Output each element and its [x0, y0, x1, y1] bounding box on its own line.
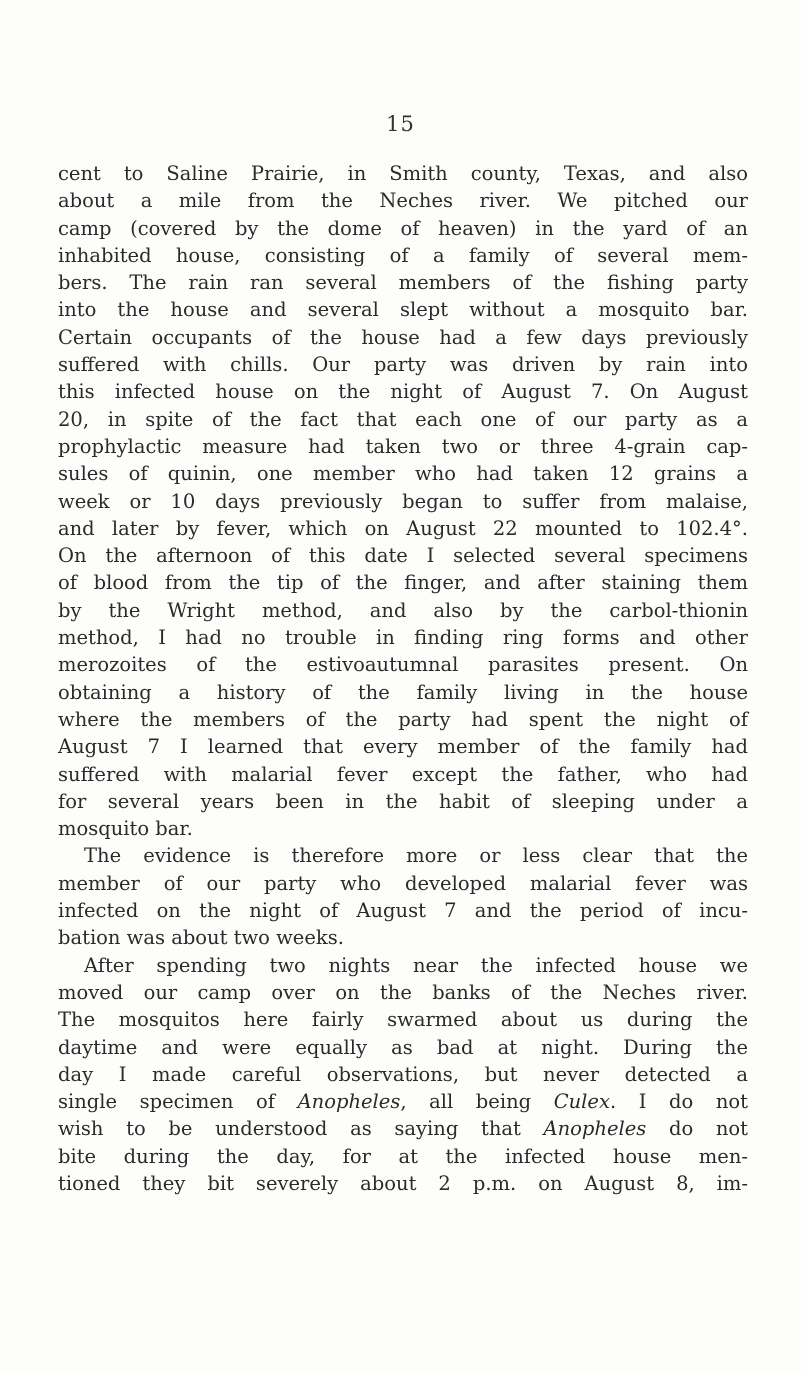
text-line: August 7 I learned that every member of the family had — [58, 735, 748, 759]
text-line: On the afternoon of this date I selected several specimens — [58, 544, 748, 568]
text-line: inhabited house, consisting of a family of several mem- — [58, 243, 748, 267]
text-line: obtaining a history of the family living in the house — [58, 680, 748, 704]
text-line: sules of quinin, one member who had taken 12 grains a — [58, 462, 748, 486]
text-line: day I made careful observations, but never detected a — [58, 1062, 748, 1086]
text-line: infected on the night of August 7 and the period of incu- — [58, 899, 748, 923]
text-segment: single specimen of — [58, 1090, 298, 1114]
body-text — [58, 160, 748, 1197]
text-line: bation was about two weeks. — [58, 926, 344, 950]
text-line: bers. The rain ran several members of the fishing party — [58, 271, 748, 295]
text-line: about a mile from the Neches river. We pitched our — [58, 189, 748, 213]
text-segment: , all being — [400, 1090, 554, 1114]
text-line: into the house and several slept without a mosquito bar. — [58, 298, 748, 322]
text-line: tioned they bit severely about 2 p.m. on August 8, im- — [58, 1171, 748, 1195]
text-line: The mosquitos here fairly swarmed about us during the — [58, 1008, 748, 1032]
text-line: and later by fever, which on August 22 mounted to 102.4°. — [58, 516, 748, 540]
text-line — [58, 1088, 748, 1115]
text-line: mosquito bar. — [58, 817, 193, 841]
text-line: week or 10 days previously began to suffer from malaise, — [58, 489, 748, 513]
text-line: bite during the day, for at the infected house men- — [58, 1144, 748, 1168]
text-line: Certain occupants of the house had a few days previously — [58, 325, 748, 349]
text-line: daytime and were equally as bad at night. During the — [58, 1035, 748, 1059]
text-line: After spending two nights near the infected house we — [84, 953, 748, 977]
text-line: prophylactic measure had taken two or three 4-grain cap- — [58, 434, 748, 458]
text-line: merozoites of the estivoautumnal parasites present. On — [58, 653, 748, 677]
text-line: by the Wright method, and also by the carbol-thionin — [58, 598, 748, 622]
text-line: where the members of the party had spent the night of — [58, 707, 748, 731]
text-line: cent to Saline Prairie, in Smith county, Texas, and also — [58, 162, 748, 185]
text-line: 20, in spite of the fact that each one of our party as a — [58, 407, 748, 431]
text-segment: do not — [646, 1117, 748, 1141]
italic-genus-name: Culex — [553, 1090, 610, 1114]
italic-genus-name: Anopheles — [543, 1117, 647, 1141]
text-line: suffered with chills. Our party was driven by rain into — [58, 353, 748, 377]
italic-genus-name: Anopheles — [297, 1090, 401, 1114]
text-line: method, I had no trouble in finding ring forms and other — [58, 626, 748, 650]
text-line — [58, 1115, 748, 1142]
text-line: member of our party who developed malarial fever was — [58, 871, 748, 895]
text-segment: . I do not — [609, 1090, 748, 1114]
text-line: this infected house on the night of August 7. On August — [58, 380, 748, 404]
text-line: The evidence is therefore more or less clear that the — [84, 844, 748, 868]
text-line: suffered with malarial fever except the father, who had — [58, 762, 748, 786]
text-line: camp (covered by the dome of heaven) in the yard of an — [58, 216, 748, 240]
text-line: moved our camp over on the banks of the Neches river. — [58, 980, 748, 1004]
page-number: 15 — [386, 112, 415, 136]
text-segment: wish to be understood as saying that — [58, 1117, 544, 1141]
text-line: of blood from the tip of the finger, and after staining them — [58, 571, 748, 595]
text-line: for several years been in the habit of sleeping under a — [58, 789, 748, 813]
